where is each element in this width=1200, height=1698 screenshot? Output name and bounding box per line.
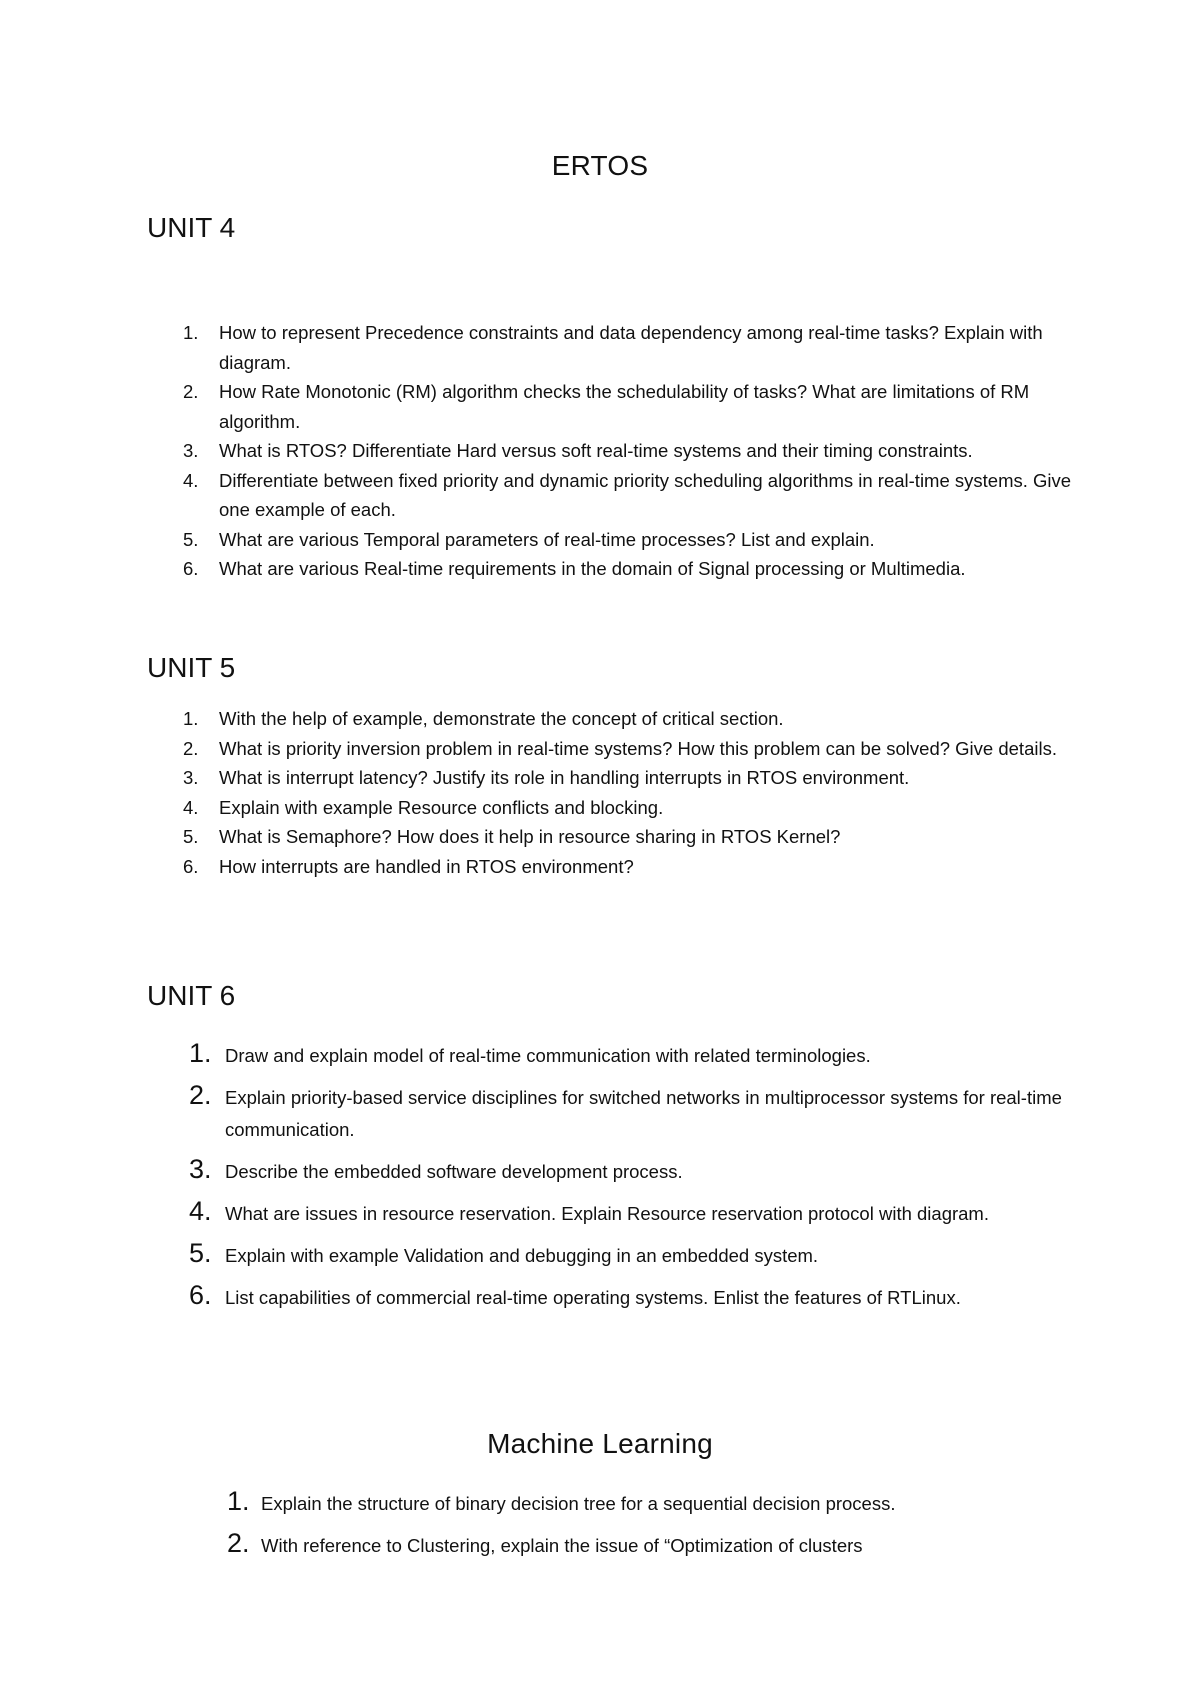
question-text: List capabilities of commercial real-time operating systems. Enlist the features of RTLinux. (225, 1287, 961, 1308)
item-number: 5. (189, 1238, 212, 1268)
question-text: With reference to Clustering, explain the issue of “Optimization of clusters (261, 1535, 863, 1556)
question-text: Describe the embedded software development process. (225, 1161, 683, 1182)
question-text: Explain with example Validation and debugging in an embedded system. (225, 1245, 819, 1266)
ml-heading: Machine Learning (487, 1428, 713, 1459)
list-item (147, 1198, 1087, 1230)
question-text: What is Semaphore? How does it help in resource sharing in RTOS Kernel? (219, 826, 841, 847)
item-number: 1. (183, 322, 199, 343)
item-number: 6. (189, 1280, 212, 1310)
document-title: ERTOS (551, 150, 649, 181)
question-text: What are various Temporal parameters of real-time processes? List and explain. (219, 528, 875, 550)
item-number: 4. (189, 1196, 212, 1226)
question-text: What are various Real-time requirements in the domain of Signal processing or Multimedia. (219, 558, 966, 579)
question-text: What is priority inversion problem in real-time systems? How this problem can be solved? Give details. (219, 737, 1057, 759)
question-text: With the help of example, demonstrate the concept of critical section. (219, 708, 784, 729)
item-number: 6. (183, 558, 199, 579)
list-item (147, 525, 1087, 555)
list-item (147, 763, 1087, 793)
list-item (147, 1240, 1087, 1272)
list-item (147, 1530, 1087, 1562)
unit6-question-list (147, 1040, 1087, 1314)
unit4-question-list (147, 318, 1087, 584)
list-item (147, 436, 1087, 466)
item-number: 2. (183, 737, 199, 759)
question-text: Explain with example Resource conflicts and blocking. (219, 796, 664, 818)
item-number: 5. (183, 528, 199, 550)
list-item (147, 852, 1087, 882)
question-text: What is RTOS? Differentiate Hard versus soft real-time systems and their timing constraints. (219, 440, 973, 461)
question-text: How Rate Monotonic (RM) algorithm checks the schedulability of tasks? What are limitations of RM algorithm. (219, 381, 1030, 432)
unit6-heading: UNIT 6 (147, 980, 236, 1011)
list-item (147, 1156, 1087, 1188)
question-text: Draw and explain model of real-time communication with related terminologies. (225, 1045, 871, 1066)
item-number: 3. (189, 1154, 212, 1184)
list-item (147, 554, 1087, 584)
question-text: What is interrupt latency? Justify its role in handling interrupts in RTOS environment. (219, 767, 910, 788)
item-number: 4. (183, 469, 199, 491)
unit4-heading: UNIT 4 (147, 212, 236, 243)
item-number: 6. (183, 855, 199, 877)
list-item (147, 704, 1087, 734)
unit5-heading: UNIT 5 (147, 652, 236, 683)
item-number: 2. (183, 381, 199, 402)
item-number: 1. (189, 1038, 212, 1068)
list-item (147, 1082, 1087, 1146)
item-number: 1. (227, 1486, 250, 1516)
list-item (147, 377, 1087, 436)
item-number: 3. (183, 440, 199, 461)
list-item (147, 734, 1087, 764)
list-item (147, 1040, 1087, 1072)
unit5-question-list (147, 704, 1087, 881)
list-item (147, 1282, 1087, 1314)
item-number: 2. (227, 1528, 250, 1558)
list-item (147, 466, 1087, 525)
item-number: 4. (183, 796, 199, 818)
question-text: Explain the structure of binary decision tree for a sequential decision process. (261, 1493, 896, 1514)
question-text: What are issues in resource reservation. Explain Resource reservation protocol with diagram. (225, 1203, 989, 1224)
ml-question-list (147, 1488, 1087, 1562)
list-item (147, 822, 1087, 852)
question-text: Explain priority-based service disciplines for switched networks in multiprocessor systems for real-time communication. (225, 1087, 1062, 1140)
question-text: How interrupts are handled in RTOS environment? (219, 855, 634, 877)
item-number: 2. (189, 1080, 212, 1110)
question-text: How to represent Precedence constraints and data dependency among real-time tasks? Explain with diagram. (219, 322, 1043, 373)
item-number: 3. (183, 767, 199, 788)
item-number: 5. (183, 826, 199, 847)
list-item (147, 318, 1087, 377)
question-text: Differentiate between fixed priority and dynamic priority scheduling algorithms in real-time systems. Give one example of each. (219, 469, 1072, 520)
list-item (147, 793, 1087, 823)
item-number: 1. (183, 708, 199, 729)
list-item (147, 1488, 1087, 1520)
